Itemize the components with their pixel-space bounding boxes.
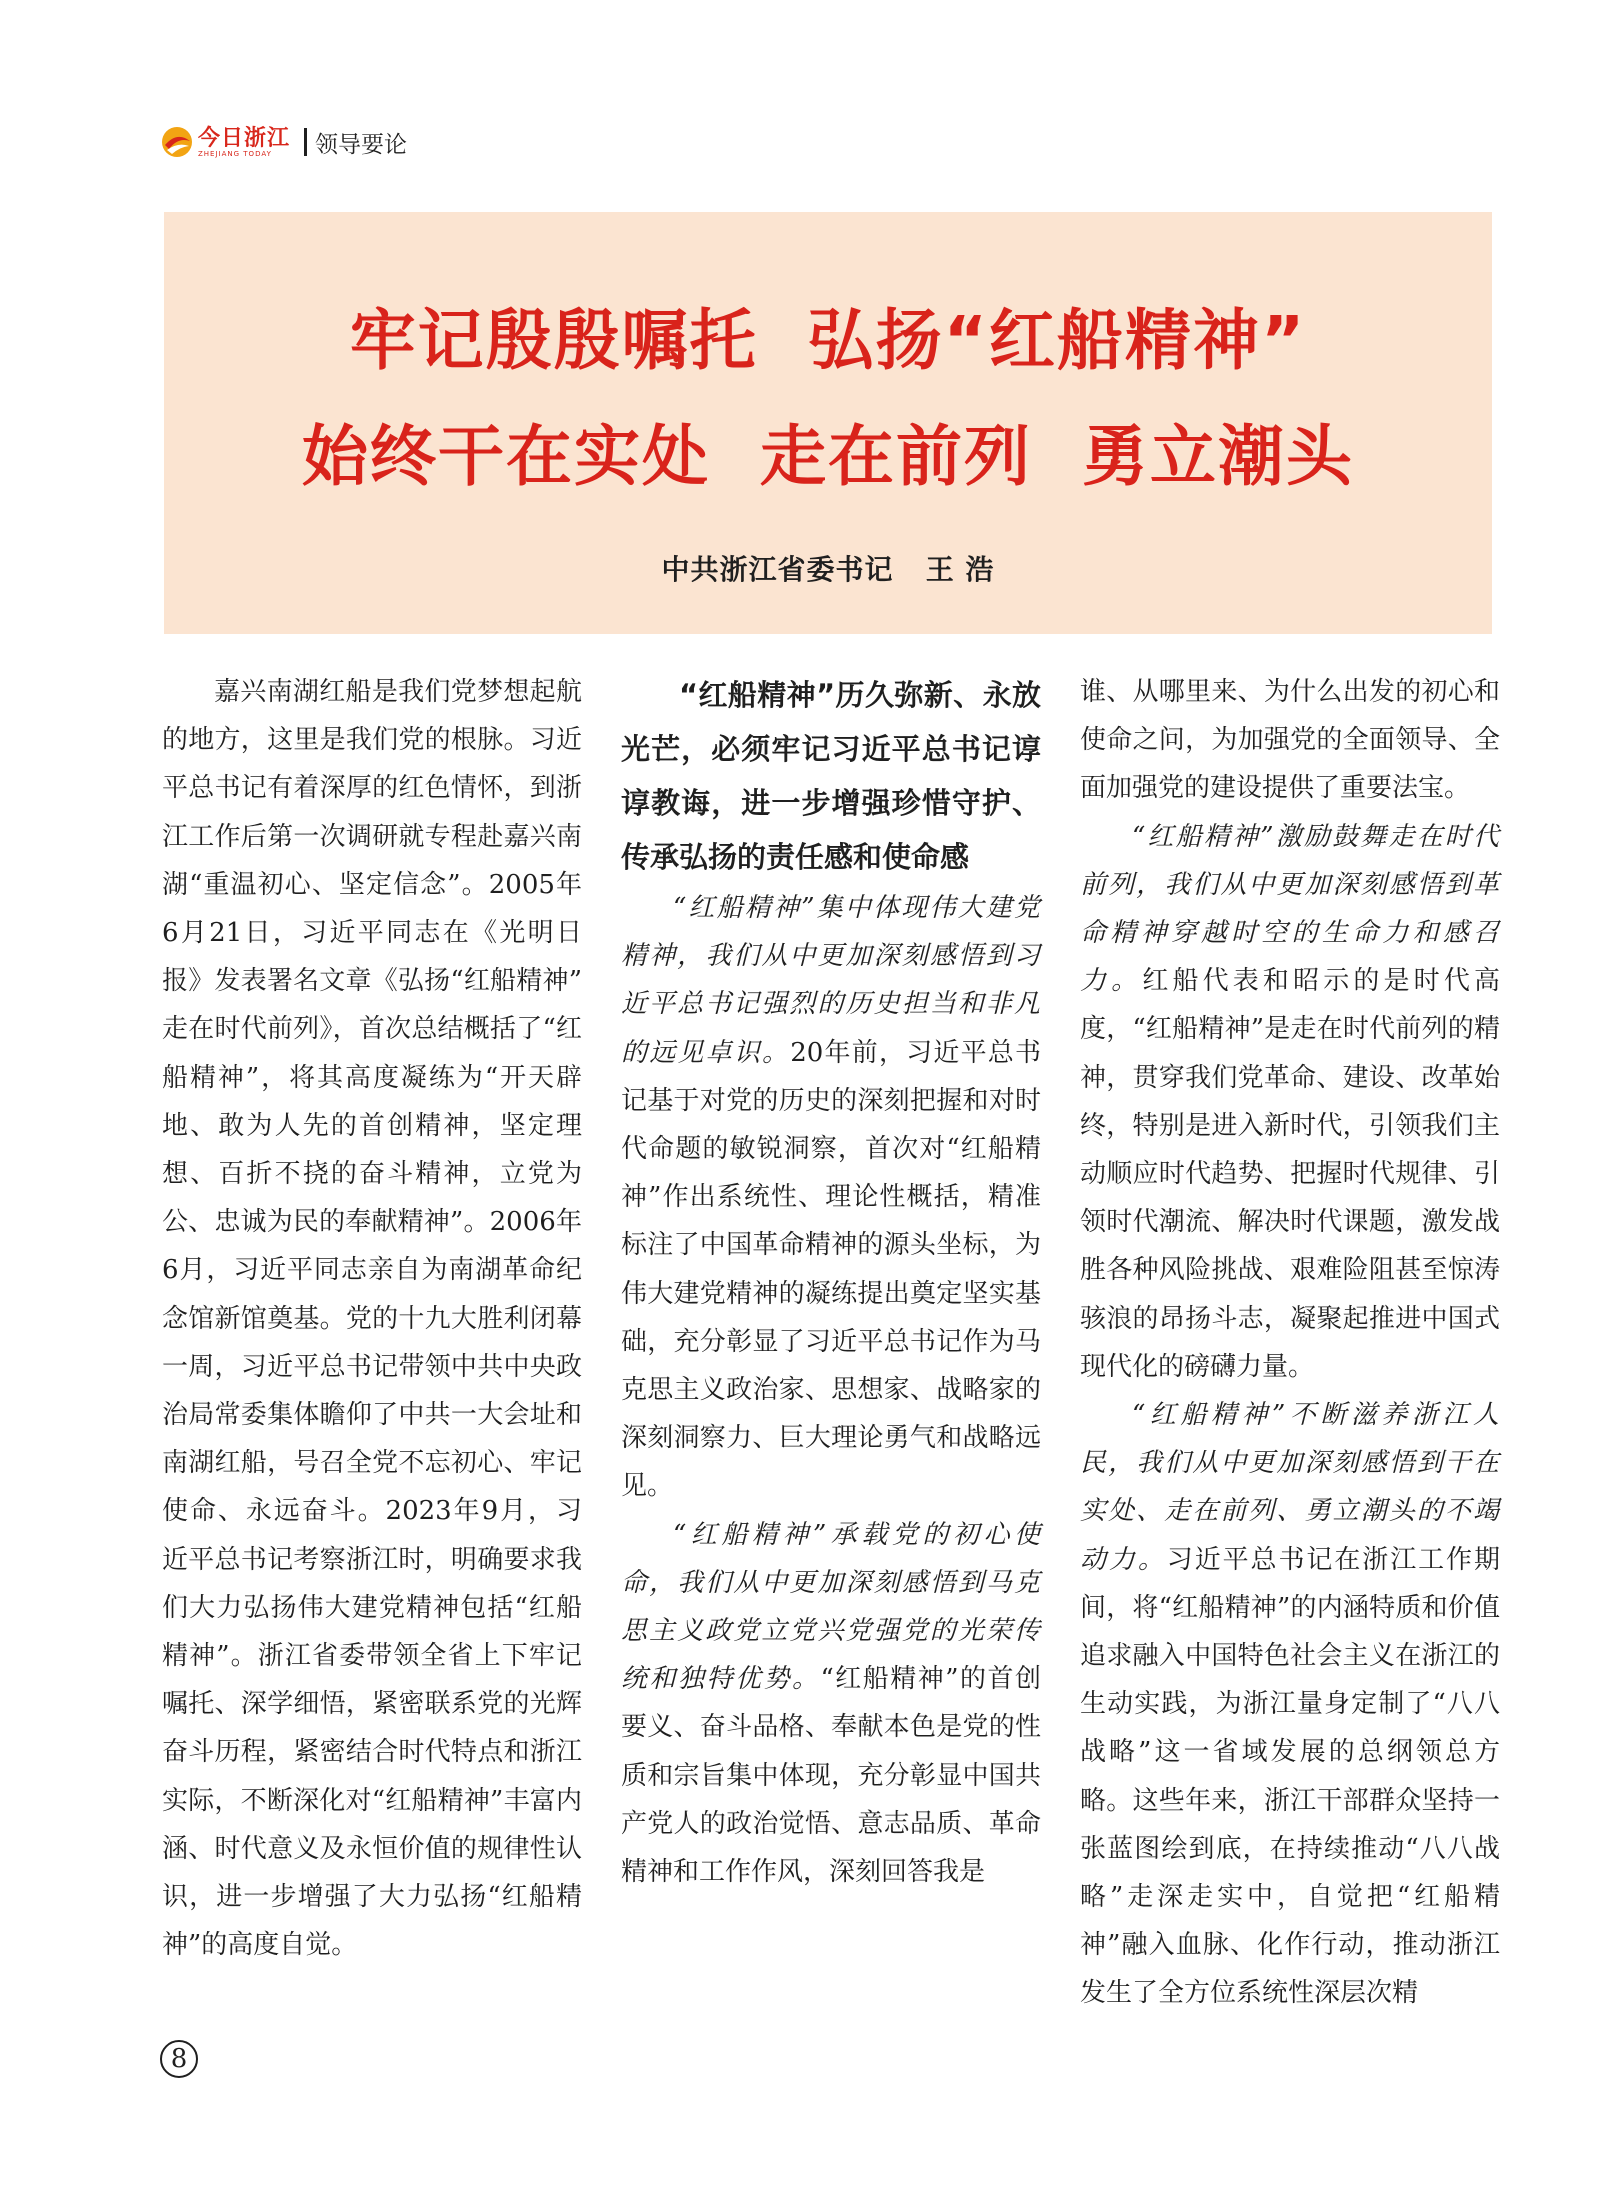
headline-line-2: 始终干在实处 走在前列 勇立潮头 xyxy=(302,418,1354,495)
headline-line-1: 牢记殷殷嘱托 弘扬“红船精神” xyxy=(349,302,1307,379)
body-paragraph: 嘉兴南湖红船是我们党梦想起航的地方，这里是我们党的根脉。习近平总书记有着深厚的红色情怀，到浙江工作后第一次调研就专程赴嘉兴南湖“重温初心、坚定信念”。2005年6月21日，习近平同志在《光明日报》发表署名文章《弘扬“红船精神” 走在时代前列》，首次总结概括了“红船精神”，将其高度凝练为“开天辟地、敢为人先的首创精神，坚定理想、百折不挠的奋斗精神，立党为公、忠诚为民的奉献精神”。2006年6月，习近平同志亲自为南湖革命纪念馆新馆奠基。党的十九大胜利闭幕一周，习近平总书记带领中共中央政治局常委集体瞻仰了中共一大会址和南湖红船，号召全党不忘初心、牢记使命、永远奋斗。2023年9月，习近平总书记考察浙江时，明确要求我们大力弘扬伟大建党精神包括“红船精神”。浙江省委带领全省上下牢记嘱托、深学细悟，紧密联系党的光辉奋斗历程，紧密结合时代特点和浙江实际，不断深化对“红船精神”丰富内涵、时代意义及永恒价值的规律性认识，进一步增强了大力弘扬“红船精神”的高度自觉。 xyxy=(162,677,582,1961)
article-column-1 xyxy=(162,668,582,1969)
article-column-3 xyxy=(1080,668,1500,2018)
pull-quote: “红船精神”历久弥新、永放光芒，必须牢记习近平总书记谆谆教诲，进一步增强珍惜守护、传承弘扬的责任感和使命感 xyxy=(621,678,1041,874)
sun-logo-icon xyxy=(160,125,194,159)
paragraph-lead: “红船精神”激励鼓舞走在时代前列，我们从中更加深刻感悟到革命精神穿越时空的生命力和感召力。 xyxy=(1080,821,1500,997)
body-paragraph xyxy=(621,884,1041,1511)
magazine-logo xyxy=(160,125,290,159)
body-paragraph-continued: 谁、从哪里来、为什么出发的初心和使命之问，为加强党的全面领导、全面加强党的建设提供了重要法宝。 xyxy=(1080,677,1500,804)
masthead xyxy=(160,118,407,166)
paragraph-lead: “红船精神”集中体现伟大建党精神，我们从中更加深刻感悟到习近平总书记强烈的历史担当和非凡的远见卓识。 xyxy=(621,893,1041,1068)
title-banner xyxy=(164,212,1492,634)
body-paragraph xyxy=(621,1511,1041,1897)
paragraph-body: 习近平总书记在浙江工作期间，将“红船精神”的内涵特质和价值追求融入中国特色社会主义在浙江的生动实践，为浙江量身定制了“八八战略”这一省域发展的总纲领总方略。这些年来，浙江干部群众坚持一张蓝图绘到底，在持续推动“八八战略”走深走实中，自觉把“红船精神”融入血脉、化作行动，推动浙江发生了全方位系统性深层次精 xyxy=(1080,1544,1500,2009)
paragraph-lead: “红船精神”承载党的初心使命，我们从中更加深刻感悟到马克思主义政党立党兴党强党的光荣传统和独特优势。 xyxy=(621,1519,1041,1695)
article-column-2 xyxy=(621,668,1041,1896)
header-divider xyxy=(304,128,307,156)
author-byline: 中共浙江省委书记 王 浩 xyxy=(661,553,995,586)
paragraph-body: “红船精神”的首创要义、奋斗品格、奉献本色是党的性质和宗旨集中体现，充分彰显中国共产党人的政治觉悟、意志品质、革命精神和工作作风，深刻回答我是 xyxy=(621,1664,1041,1888)
body-paragraph xyxy=(1080,1391,1500,2018)
body-paragraph xyxy=(1080,813,1500,1391)
paragraph-body: 20年前，习近平总书记基于对党的历史的深刻把握和对时代命题的敏锐洞察，首次对“红船精神”作出系统性、理论性概括，精准标注了中国革命精神的源头坐标，为伟大建党精神的凝练提出奠定坚实基础，充分彰显了习近平总书记作为马克思主义政治家、思想家、战略家的深刻洞察力、巨大理论勇气和战略远见。 xyxy=(621,1037,1041,1502)
logo-chinese-text: 今日浙江 xyxy=(198,124,291,151)
logo-english-text: ZHEJIANG TODAY xyxy=(198,149,272,158)
page-number: 8 xyxy=(160,2040,198,2078)
paragraph-lead: “红船精神”不断滋养浙江人民，我们从中更加深刻感悟到干在实处、走在前列、勇立潮头的不竭动力。 xyxy=(1080,1400,1500,1575)
section-label: 领导要论 xyxy=(315,131,408,158)
paragraph-body: 红船代表和昭示的是时代高度，“红船精神”是走在时代前列的精神，贯穿我们党革命、建设、改革始终，特别是进入新时代，引领我们主动顺应时代趋势、把握时代规律、引领时代潮流、解决时代课题，激发战胜各种风险挑战、艰难险阻甚至惊涛骇浪的昂扬斗志，凝聚起推进中国式现代化的磅礴力量。 xyxy=(1080,966,1500,1382)
